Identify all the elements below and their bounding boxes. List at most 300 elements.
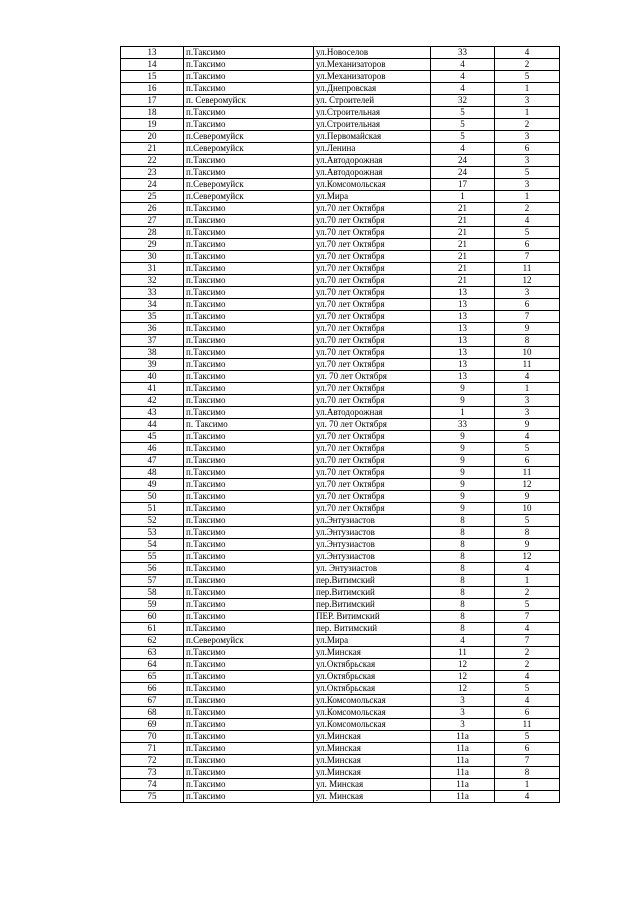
settlement-cell: п.Таксимо <box>184 431 314 443</box>
street-cell: ул.Механизаторов <box>314 59 431 71</box>
settlement-cell: п.Таксимо <box>184 599 314 611</box>
table-row <box>121 371 560 383</box>
house-number-cell: 11 <box>431 647 495 659</box>
house-number-cell: 12 <box>431 671 495 683</box>
house-number-cell: 8 <box>431 539 495 551</box>
house-number-cell: 9 <box>431 455 495 467</box>
street-cell: ул.Комсомольская <box>314 707 431 719</box>
settlement-cell: п.Таксимо <box>184 767 314 779</box>
house-number-cell: 13 <box>431 323 495 335</box>
settlement-cell: п.Таксимо <box>184 455 314 467</box>
row-number: 62 <box>121 635 184 647</box>
apartment-number-cell: 5 <box>495 71 560 83</box>
street-cell: ул.70 лет Октября <box>314 491 431 503</box>
street-cell: ул. Энтузиастов <box>314 563 431 575</box>
apartment-number-cell: 1 <box>495 575 560 587</box>
settlement-cell: п.Таксимо <box>184 323 314 335</box>
row-number: 67 <box>121 695 184 707</box>
table-row <box>121 383 560 395</box>
table-row <box>121 299 560 311</box>
row-number: 75 <box>121 791 184 803</box>
house-number-cell: 9 <box>431 491 495 503</box>
row-number: 38 <box>121 347 184 359</box>
apartment-number-cell: 9 <box>495 323 560 335</box>
street-cell: ул.70 лет Октября <box>314 443 431 455</box>
table-row <box>121 527 560 539</box>
table-row <box>121 779 560 791</box>
apartment-number-cell: 6 <box>495 455 560 467</box>
row-number: 65 <box>121 671 184 683</box>
table-row <box>121 71 560 83</box>
street-cell: ул. 70 лет Октября <box>314 371 431 383</box>
row-number: 13 <box>121 47 184 59</box>
house-number-cell: 4 <box>431 71 495 83</box>
house-number-cell: 8 <box>431 611 495 623</box>
settlement-cell: п.Таксимо <box>184 71 314 83</box>
apartment-number-cell: 7 <box>495 251 560 263</box>
house-number-cell: 9 <box>431 479 495 491</box>
street-cell: ул.Строительная <box>314 119 431 131</box>
house-number-cell: 3 <box>431 707 495 719</box>
apartment-number-cell: 3 <box>495 155 560 167</box>
apartment-number-cell: 4 <box>495 791 560 803</box>
table-row <box>121 359 560 371</box>
table-row <box>121 251 560 263</box>
settlement-cell: п.Таксимо <box>184 275 314 287</box>
table-row <box>121 791 560 803</box>
table-row <box>121 563 560 575</box>
street-cell: ул.Строительная <box>314 107 431 119</box>
settlement-cell: п.Таксимо <box>184 731 314 743</box>
house-number-cell: 8 <box>431 551 495 563</box>
house-number-cell: 9 <box>431 431 495 443</box>
row-number: 37 <box>121 335 184 347</box>
table-row <box>121 575 560 587</box>
settlement-cell: п.Таксимо <box>184 239 314 251</box>
table-row <box>121 611 560 623</box>
street-cell: пер.Витимский <box>314 587 431 599</box>
settlement-cell: п.Таксимо <box>184 371 314 383</box>
house-number-cell: 8 <box>431 515 495 527</box>
house-number-cell: 8 <box>431 575 495 587</box>
apartment-number-cell: 11 <box>495 719 560 731</box>
settlement-cell: п.Таксимо <box>184 311 314 323</box>
row-number: 50 <box>121 491 184 503</box>
row-number: 64 <box>121 659 184 671</box>
house-number-cell: 9 <box>431 503 495 515</box>
settlement-cell: п. Таксимо <box>184 419 314 431</box>
table-row <box>121 743 560 755</box>
settlement-cell: п.Таксимо <box>184 503 314 515</box>
settlement-cell: п.Таксимо <box>184 263 314 275</box>
apartment-number-cell: 6 <box>495 239 560 251</box>
apartment-number-cell: 7 <box>495 635 560 647</box>
street-cell: ул.Мира <box>314 635 431 647</box>
street-cell: ул.70 лет Октября <box>314 335 431 347</box>
settlement-cell: п.Таксимо <box>184 47 314 59</box>
table-row <box>121 83 560 95</box>
settlement-cell: п.Таксимо <box>184 695 314 707</box>
settlement-cell: п.Таксимо <box>184 575 314 587</box>
settlement-cell: п.Таксимо <box>184 203 314 215</box>
settlement-cell: п.Таксимо <box>184 587 314 599</box>
apartment-number-cell: 2 <box>495 203 560 215</box>
settlement-cell: п.Таксимо <box>184 527 314 539</box>
table-row <box>121 515 560 527</box>
row-number: 31 <box>121 263 184 275</box>
apartment-number-cell: 4 <box>495 671 560 683</box>
settlement-cell: п.Северомуйск <box>184 191 314 203</box>
house-number-cell: 11а <box>431 779 495 791</box>
street-cell: ул.70 лет Октября <box>314 359 431 371</box>
row-number: 21 <box>121 143 184 155</box>
street-cell: ул.70 лет Октября <box>314 227 431 239</box>
table-row <box>121 143 560 155</box>
table-row <box>121 455 560 467</box>
house-number-cell: 4 <box>431 83 495 95</box>
house-number-cell: 9 <box>431 395 495 407</box>
table-row <box>121 755 560 767</box>
settlement-cell: п.Таксимо <box>184 215 314 227</box>
row-number: 24 <box>121 179 184 191</box>
settlement-cell: п.Таксимо <box>184 683 314 695</box>
table-row <box>121 431 560 443</box>
settlement-cell: п.Таксимо <box>184 467 314 479</box>
street-cell: ул.70 лет Октября <box>314 251 431 263</box>
house-number-cell: 33 <box>431 47 495 59</box>
house-number-cell: 11а <box>431 743 495 755</box>
table-row <box>121 719 560 731</box>
apartment-number-cell: 4 <box>495 695 560 707</box>
row-number: 66 <box>121 683 184 695</box>
settlement-cell: п.Таксимо <box>184 383 314 395</box>
apartment-number-cell: 4 <box>495 623 560 635</box>
row-number: 57 <box>121 575 184 587</box>
street-cell: ул.Минская <box>314 755 431 767</box>
table-row <box>121 419 560 431</box>
apartment-number-cell: 4 <box>495 47 560 59</box>
settlement-cell: п.Таксимо <box>184 491 314 503</box>
street-cell: ул. Минская <box>314 791 431 803</box>
row-number: 47 <box>121 455 184 467</box>
apartment-number-cell: 6 <box>495 743 560 755</box>
table-row <box>121 311 560 323</box>
row-number: 69 <box>121 719 184 731</box>
row-number: 56 <box>121 563 184 575</box>
row-number: 54 <box>121 539 184 551</box>
house-number-cell: 21 <box>431 251 495 263</box>
apartment-number-cell: 9 <box>495 539 560 551</box>
street-cell: ул.Новоселов <box>314 47 431 59</box>
street-cell: ул.70 лет Октября <box>314 203 431 215</box>
row-number: 43 <box>121 407 184 419</box>
table-row <box>121 275 560 287</box>
table-row <box>121 395 560 407</box>
house-number-cell: 5 <box>431 119 495 131</box>
table-row <box>121 683 560 695</box>
house-number-cell: 4 <box>431 635 495 647</box>
settlement-cell: п.Таксимо <box>184 59 314 71</box>
row-number: 70 <box>121 731 184 743</box>
apartment-number-cell: 12 <box>495 479 560 491</box>
settlement-cell: п.Таксимо <box>184 719 314 731</box>
apartment-number-cell: 2 <box>495 647 560 659</box>
table-row <box>121 647 560 659</box>
house-number-cell: 21 <box>431 227 495 239</box>
house-number-cell: 13 <box>431 299 495 311</box>
apartment-number-cell: 4 <box>495 215 560 227</box>
house-number-cell: 8 <box>431 563 495 575</box>
apartment-number-cell: 9 <box>495 419 560 431</box>
street-cell: ул.Минская <box>314 767 431 779</box>
house-number-cell: 3 <box>431 719 495 731</box>
row-number: 18 <box>121 107 184 119</box>
house-number-cell: 8 <box>431 599 495 611</box>
house-number-cell: 9 <box>431 383 495 395</box>
street-cell: ул.Октябрьская <box>314 683 431 695</box>
street-cell: ул.70 лет Октября <box>314 311 431 323</box>
apartment-number-cell: 1 <box>495 191 560 203</box>
apartment-number-cell: 8 <box>495 527 560 539</box>
street-cell: ул.Автодорожная <box>314 155 431 167</box>
apartment-number-cell: 9 <box>495 491 560 503</box>
house-number-cell: 9 <box>431 467 495 479</box>
settlement-cell: п.Таксимо <box>184 707 314 719</box>
house-number-cell: 8 <box>431 587 495 599</box>
row-number: 35 <box>121 311 184 323</box>
table-row <box>121 407 560 419</box>
row-number: 36 <box>121 323 184 335</box>
house-number-cell: 17 <box>431 179 495 191</box>
settlement-cell: п.Таксимо <box>184 347 314 359</box>
house-number-cell: 1 <box>431 191 495 203</box>
apartment-number-cell: 4 <box>495 431 560 443</box>
row-number: 16 <box>121 83 184 95</box>
row-number: 17 <box>121 95 184 107</box>
settlement-cell: п.Таксимо <box>184 659 314 671</box>
house-number-cell: 24 <box>431 167 495 179</box>
street-cell: ул.70 лет Октября <box>314 347 431 359</box>
row-number: 52 <box>121 515 184 527</box>
settlement-cell: п.Таксимо <box>184 563 314 575</box>
apartment-number-cell: 4 <box>495 563 560 575</box>
apartment-number-cell: 10 <box>495 503 560 515</box>
street-cell: ул.70 лет Октября <box>314 479 431 491</box>
table-row <box>121 323 560 335</box>
settlement-cell: п.Таксимо <box>184 515 314 527</box>
settlement-cell: п.Таксимо <box>184 671 314 683</box>
table-row <box>121 131 560 143</box>
table-row <box>121 551 560 563</box>
apartment-number-cell: 1 <box>495 83 560 95</box>
house-number-cell: 33 <box>431 419 495 431</box>
settlement-cell: п.Таксимо <box>184 107 314 119</box>
street-cell: ул.Ленина <box>314 143 431 155</box>
street-cell: ул.Автодорожная <box>314 167 431 179</box>
row-number: 15 <box>121 71 184 83</box>
street-cell: ул.Комсомольская <box>314 695 431 707</box>
table-row <box>121 491 560 503</box>
table-row <box>121 203 560 215</box>
house-number-cell: 12 <box>431 683 495 695</box>
row-number: 45 <box>121 431 184 443</box>
settlement-cell: п.Таксимо <box>184 359 314 371</box>
row-number: 34 <box>121 299 184 311</box>
settlement-cell: п.Таксимо <box>184 335 314 347</box>
table-row <box>121 479 560 491</box>
apartment-number-cell: 3 <box>495 407 560 419</box>
settlement-cell: п.Таксимо <box>184 227 314 239</box>
settlement-cell: п.Таксимо <box>184 539 314 551</box>
apartment-number-cell: 5 <box>495 683 560 695</box>
apartment-number-cell: 7 <box>495 755 560 767</box>
street-cell: ул.Октябрьская <box>314 671 431 683</box>
row-number: 49 <box>121 479 184 491</box>
street-cell: ул.Энтузиастов <box>314 515 431 527</box>
row-number: 71 <box>121 743 184 755</box>
settlement-cell: п.Таксимо <box>184 407 314 419</box>
house-number-cell: 1 <box>431 407 495 419</box>
street-cell: ул.Первомайская <box>314 131 431 143</box>
street-cell: ул.70 лет Октября <box>314 215 431 227</box>
street-cell: ул.70 лет Октября <box>314 455 431 467</box>
table-row <box>121 119 560 131</box>
table-row <box>121 659 560 671</box>
settlement-cell: п. Северомуйск <box>184 95 314 107</box>
house-number-cell: 32 <box>431 95 495 107</box>
street-cell: пер. Витимский <box>314 623 431 635</box>
settlement-cell: п.Таксимо <box>184 119 314 131</box>
house-number-cell: 11а <box>431 755 495 767</box>
street-cell: ул. 70 лет Октября <box>314 419 431 431</box>
settlement-cell: п.Северомуйск <box>184 635 314 647</box>
row-number: 40 <box>121 371 184 383</box>
row-number: 53 <box>121 527 184 539</box>
house-number-cell: 13 <box>431 311 495 323</box>
table-row <box>121 467 560 479</box>
street-cell: ул.Октябрьская <box>314 659 431 671</box>
row-number: 74 <box>121 779 184 791</box>
settlement-cell: п.Северомуйск <box>184 179 314 191</box>
row-number: 55 <box>121 551 184 563</box>
house-number-cell: 13 <box>431 359 495 371</box>
table-row <box>121 587 560 599</box>
street-cell: пер.Витимский <box>314 599 431 611</box>
row-number: 25 <box>121 191 184 203</box>
table-row <box>121 47 560 59</box>
street-cell: ул.Энтузиастов <box>314 539 431 551</box>
street-cell: ул.Механизаторов <box>314 71 431 83</box>
apartment-number-cell: 5 <box>495 167 560 179</box>
row-number: 39 <box>121 359 184 371</box>
house-number-cell: 21 <box>431 263 495 275</box>
street-cell: ул.Энтузиастов <box>314 527 431 539</box>
house-number-cell: 11а <box>431 731 495 743</box>
table-row <box>121 263 560 275</box>
street-cell: ул.70 лет Октября <box>314 263 431 275</box>
row-number: 14 <box>121 59 184 71</box>
house-number-cell: 21 <box>431 215 495 227</box>
apartment-number-cell: 1 <box>495 383 560 395</box>
apartment-number-cell: 4 <box>495 371 560 383</box>
street-cell: ул. Минская <box>314 779 431 791</box>
settlement-cell: п.Таксимо <box>184 779 314 791</box>
street-cell: ул.Минская <box>314 731 431 743</box>
street-cell: ул.70 лет Октября <box>314 503 431 515</box>
house-number-cell: 24 <box>431 155 495 167</box>
table-row <box>121 671 560 683</box>
table-row <box>121 599 560 611</box>
row-number: 48 <box>121 467 184 479</box>
apartment-number-cell: 2 <box>495 119 560 131</box>
row-number: 72 <box>121 755 184 767</box>
apartment-number-cell: 6 <box>495 707 560 719</box>
apartment-number-cell: 5 <box>495 599 560 611</box>
apartment-number-cell: 5 <box>495 515 560 527</box>
settlement-cell: п.Таксимо <box>184 155 314 167</box>
row-number: 44 <box>121 419 184 431</box>
settlement-cell: п.Северомуйск <box>184 131 314 143</box>
street-cell: ул.70 лет Октября <box>314 239 431 251</box>
apartment-number-cell: 11 <box>495 467 560 479</box>
table-row <box>121 107 560 119</box>
street-cell: ул.Комсомольская <box>314 719 431 731</box>
row-number: 61 <box>121 623 184 635</box>
settlement-cell: п.Таксимо <box>184 395 314 407</box>
apartment-number-cell: 10 <box>495 347 560 359</box>
table-row <box>121 623 560 635</box>
house-number-cell: 4 <box>431 143 495 155</box>
settlement-cell: п.Таксимо <box>184 623 314 635</box>
house-number-cell: 12 <box>431 659 495 671</box>
table-row <box>121 191 560 203</box>
apartment-number-cell: 5 <box>495 731 560 743</box>
street-cell: ул.Минская <box>314 647 431 659</box>
settlement-cell: п.Таксимо <box>184 251 314 263</box>
table-row <box>121 179 560 191</box>
row-number: 59 <box>121 599 184 611</box>
table-row <box>121 227 560 239</box>
table-row <box>121 347 560 359</box>
row-number: 73 <box>121 767 184 779</box>
apartment-number-cell: 6 <box>495 299 560 311</box>
row-number: 19 <box>121 119 184 131</box>
row-number: 22 <box>121 155 184 167</box>
apartment-number-cell: 5 <box>495 227 560 239</box>
street-cell: ул.Днепровская <box>314 83 431 95</box>
table-row <box>121 155 560 167</box>
table-row <box>121 59 560 71</box>
street-cell: ул.Автодорожная <box>314 407 431 419</box>
settlement-cell: п.Таксимо <box>184 755 314 767</box>
row-number: 29 <box>121 239 184 251</box>
row-number: 27 <box>121 215 184 227</box>
street-cell: ул.70 лет Октября <box>314 275 431 287</box>
street-cell: ул.Энтузиастов <box>314 551 431 563</box>
table-row <box>121 335 560 347</box>
street-cell: ул.70 лет Октября <box>314 467 431 479</box>
table-row <box>121 707 560 719</box>
apartment-number-cell: 3 <box>495 395 560 407</box>
settlement-cell: п.Таксимо <box>184 299 314 311</box>
apartment-number-cell: 3 <box>495 131 560 143</box>
apartment-number-cell: 2 <box>495 59 560 71</box>
street-cell: ул.Минская <box>314 743 431 755</box>
table-row <box>121 443 560 455</box>
row-number: 63 <box>121 647 184 659</box>
table-row <box>121 731 560 743</box>
row-number: 33 <box>121 287 184 299</box>
